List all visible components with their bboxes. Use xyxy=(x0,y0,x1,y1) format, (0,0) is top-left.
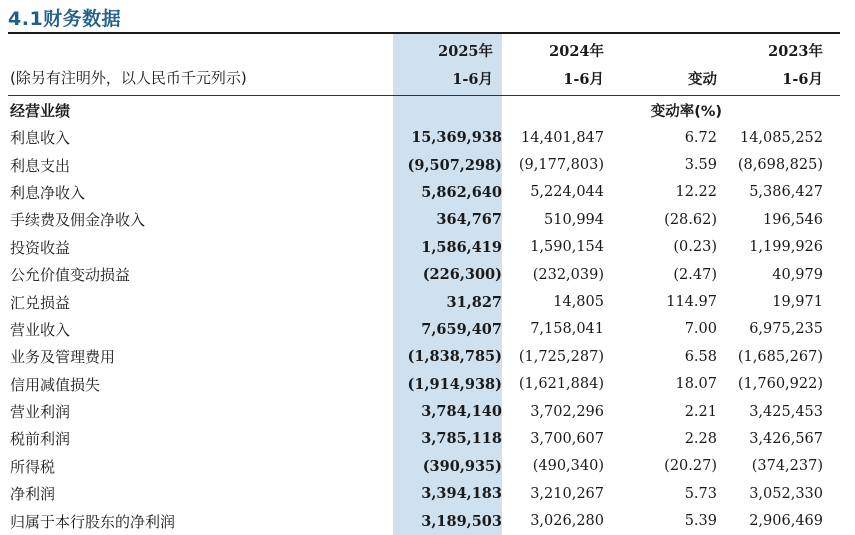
value-change: (2.47) xyxy=(673,266,717,283)
value-2023: (374,237) xyxy=(751,458,823,475)
value-2025: (390,935) xyxy=(422,457,502,475)
value-2023: 19,971 xyxy=(772,294,823,311)
value-change: 6.58 xyxy=(684,348,717,365)
value-change: 2.28 xyxy=(684,430,717,447)
value-change: 3.59 xyxy=(684,157,717,174)
table-row xyxy=(0,453,823,480)
value-change: (0.23) xyxy=(673,239,717,256)
value-2025: (1,838,785) xyxy=(407,348,502,366)
row-label: 税前利润 xyxy=(10,430,71,449)
value-2023: 3,426,567 xyxy=(749,430,823,447)
row-label: 利息支出 xyxy=(10,156,71,175)
value-2024: 14,401,847 xyxy=(520,129,604,146)
row-label: 净利润 xyxy=(10,485,56,504)
value-2025: (1,914,938) xyxy=(407,375,502,393)
value-2023: 3,052,330 xyxy=(749,485,823,502)
row-label: 归属于本行股东的净利润 xyxy=(10,512,176,531)
table-row xyxy=(0,124,823,151)
col-change: 变动 xyxy=(688,71,717,88)
value-2023: (1,685,267) xyxy=(737,348,823,365)
value-2025: 7,659,407 xyxy=(421,320,502,338)
value-2025: 3,785,118 xyxy=(421,430,502,448)
table-row xyxy=(0,371,823,398)
value-2024: (1,725,287) xyxy=(518,348,604,365)
value-change: 6.72 xyxy=(684,129,717,146)
value-2023: 14,085,252 xyxy=(739,129,823,146)
table-row xyxy=(0,425,823,452)
change-rate-header: 变动率(%) xyxy=(650,104,722,120)
section-title: 4.1财务数据 xyxy=(8,8,122,30)
row-label: 业务及管理费用 xyxy=(10,348,116,367)
row-label: 汇兑损益 xyxy=(10,293,71,312)
table-row xyxy=(0,288,823,315)
value-change: 114.97 xyxy=(666,294,717,311)
value-change: 12.22 xyxy=(675,184,717,201)
value-2024: (232,039) xyxy=(532,266,604,283)
unit-note: (除另有注明外，以人民币千元列示) xyxy=(10,69,247,87)
col-2025-year: 2025年 xyxy=(438,43,493,60)
value-2024: (490,340) xyxy=(532,458,604,475)
value-change: 18.07 xyxy=(675,376,717,393)
value-change: 5.73 xyxy=(684,485,717,502)
value-2023: 6,975,235 xyxy=(749,321,823,338)
row-label: 信用减值损失 xyxy=(10,375,101,394)
col-2024-period: 1-6月 xyxy=(563,71,604,88)
row-label: 营业收入 xyxy=(10,320,71,339)
col-2023-period: 1-6月 xyxy=(782,71,823,88)
value-2024: 3,210,267 xyxy=(530,485,604,502)
value-2024: 14,805 xyxy=(553,294,604,311)
value-2025: 3,394,183 xyxy=(421,485,502,503)
value-2024: 5,224,044 xyxy=(530,184,604,201)
value-2025: (9,507,298) xyxy=(407,156,502,174)
row-label: 营业利润 xyxy=(10,403,71,422)
value-2025: 3,784,140 xyxy=(421,403,502,421)
table-row xyxy=(0,261,823,288)
value-2023: 40,979 xyxy=(772,266,823,283)
value-2023: 5,386,427 xyxy=(749,184,823,201)
table-row xyxy=(0,343,823,370)
section-label: 经营业绩 xyxy=(10,102,71,120)
col-2024-year: 2024年 xyxy=(549,43,604,60)
value-2025: 31,827 xyxy=(446,293,502,311)
value-2025: 364,767 xyxy=(436,211,502,229)
value-2023: 2,906,469 xyxy=(749,513,823,530)
value-2023: 3,425,453 xyxy=(749,403,823,420)
value-change: (28.62) xyxy=(664,211,717,228)
value-change: 7.00 xyxy=(684,321,717,338)
value-2024: 7,158,041 xyxy=(530,321,604,338)
value-2023: 196,546 xyxy=(763,211,823,228)
table-row xyxy=(0,234,823,261)
row-label: 所得税 xyxy=(10,457,56,476)
value-2023: (1,760,922) xyxy=(737,376,823,393)
table-row xyxy=(0,398,823,425)
table-row xyxy=(0,316,823,343)
value-2024: 3,700,607 xyxy=(530,430,604,447)
table-row xyxy=(0,206,823,233)
value-2024: (9,177,803) xyxy=(518,157,604,174)
value-2024: 510,994 xyxy=(544,211,604,228)
table-row xyxy=(0,507,823,534)
value-2024: (1,621,884) xyxy=(518,376,604,393)
value-2024: 1,590,154 xyxy=(530,239,604,256)
value-2025: 5,862,640 xyxy=(421,183,502,201)
header-rule xyxy=(8,95,840,96)
value-2023: 1,199,926 xyxy=(749,239,823,256)
row-label: 利息净收入 xyxy=(10,183,86,202)
value-2025: (226,300) xyxy=(422,266,502,284)
col-2025-period: 1-6月 xyxy=(452,71,493,88)
value-2025: 15,369,938 xyxy=(411,129,502,147)
value-change: (20.27) xyxy=(664,458,717,475)
row-label: 投资收益 xyxy=(10,238,71,257)
value-2025: 1,586,419 xyxy=(421,238,502,256)
value-change: 2.21 xyxy=(684,403,717,420)
row-label: 公允价值变动损益 xyxy=(10,266,131,285)
col-2023-year: 2023年 xyxy=(768,43,823,60)
table-row xyxy=(0,151,823,178)
value-2023: (8,698,825) xyxy=(737,157,823,174)
value-2024: 3,702,296 xyxy=(530,403,604,420)
value-change: 5.39 xyxy=(684,513,717,530)
value-2024: 3,026,280 xyxy=(530,513,604,530)
row-label: 手续费及佣金净收入 xyxy=(10,211,146,230)
table-row xyxy=(0,480,823,507)
financial-table xyxy=(0,124,823,535)
row-label: 利息收入 xyxy=(10,129,71,148)
table-row xyxy=(0,179,823,206)
value-2025: 3,189,503 xyxy=(421,512,502,530)
